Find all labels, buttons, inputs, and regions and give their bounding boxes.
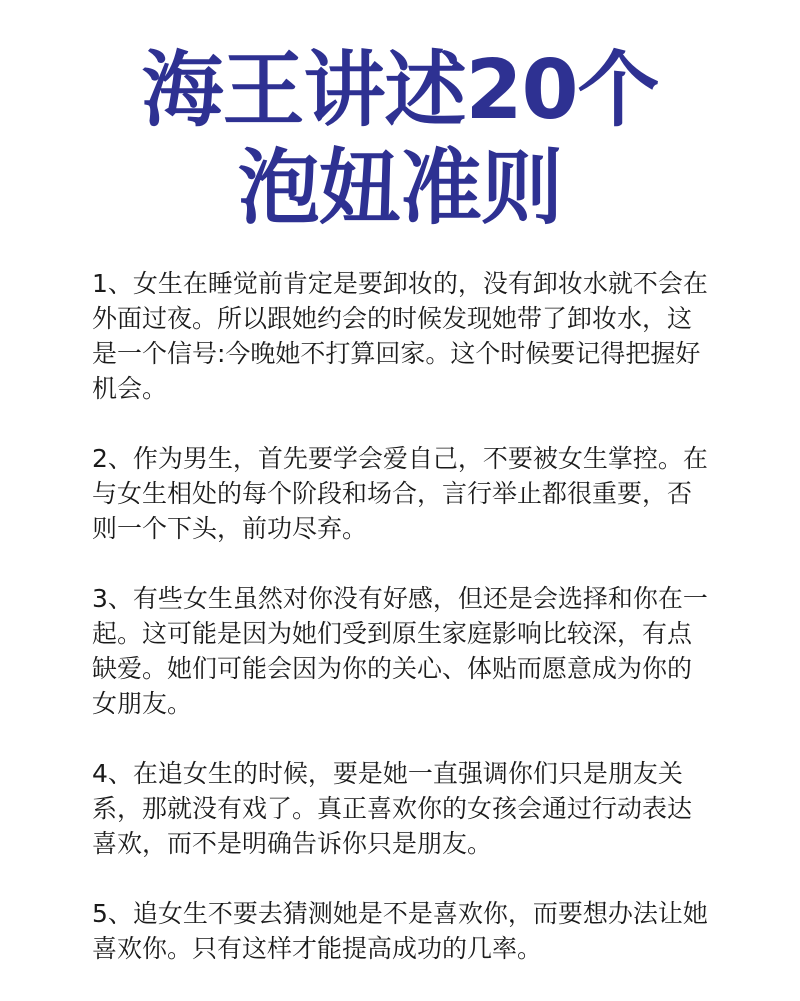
rules-list — [92, 266, 714, 1001]
rule-paragraph-3: 3、有些女生虽然对你没有好感，但还是会选择和你在一起。这可能是因为她们受到原生家庭影响比较深，有点缺爱。她们可能会因为你的关心、体贴而愿意成为你的女朋友。 — [92, 584, 708, 718]
rule-paragraph-1: 1、女生在睡觉前肯定是要卸妆的，没有卸妆水就不会在外面过夜。所以跟她约会的时候发现她带了卸妆水，这是一个信号:今晚她不打算回家。这个时候要记得把握好机会。 — [92, 269, 708, 403]
title-line-1: 海王讲述20个 — [141, 43, 659, 138]
rule-paragraph-2: 2、作为男生，首先要学会爱自己，不要被女生掌控。在与女生相处的每个阶段和场合，言行举止都很重要，否则一个下头，前功尽弃。 — [92, 444, 708, 543]
page-title — [0, 42, 800, 238]
rule-paragraph-5: 5、追女生不要去猜测她是不是喜欢你，而要想办法让她喜欢你。只有这样才能提高成功的几率。 — [92, 899, 708, 963]
title-line-2: 泡妞准则 — [237, 141, 562, 236]
rule-paragraph-4: 4、在追女生的时候，要是她一直强调你们只是朋友关系，那就没有戏了。真正喜欢你的女孩会通过行动表达喜欢，而不是明确告诉你只是朋友。 — [92, 759, 693, 858]
